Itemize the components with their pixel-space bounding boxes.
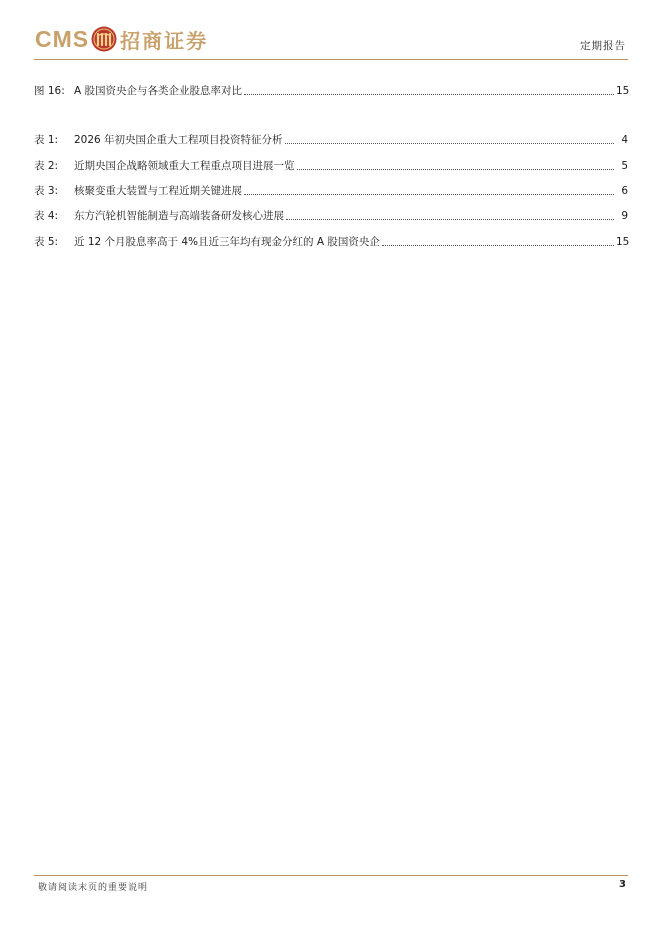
toc-leader-dots (297, 169, 615, 170)
toc-entry-table-2[interactable] (34, 157, 628, 173)
toc-entry-table-5[interactable] (34, 233, 628, 249)
toc-entry-title: 近 12 个月股息率高于 4%且近三年均有现金分红的 A 股国资央企 (74, 236, 380, 248)
report-type-label: 定期报告 (580, 40, 626, 52)
logo-latin-text: CMS (35, 25, 90, 52)
disclaimer-note: 敬请阅读末页的重要说明 (38, 883, 149, 893)
toc-entry-title: 核聚变重大装置与工程近期关键进展 (74, 185, 242, 197)
company-logo (35, 24, 208, 54)
toc-entry-table-3[interactable] (34, 182, 628, 198)
header-divider (34, 59, 628, 60)
toc-entry-page: 4 (621, 134, 628, 146)
page-number: 3 (619, 879, 626, 890)
toc-entry-title: 东方汽轮机智能制造与高端装备研发核心进展 (74, 210, 284, 222)
toc-leader-dots (244, 194, 614, 195)
toc-entry-title: 近期央国企战略领域重大工程重点项目进展一览 (74, 160, 295, 172)
toc-entry-title: 2026 年初央国企重大工程项目投资特征分析 (74, 134, 283, 146)
toc-entry-page: 15 (616, 85, 630, 97)
toc-leader-dots (244, 94, 614, 95)
toc-entry-tag: 表 4: (34, 210, 59, 222)
footer-divider (34, 875, 628, 876)
toc-leader-dots (286, 219, 614, 220)
toc-entry-page: 15 (616, 236, 630, 248)
toc-entry-tag: 图 16: (34, 85, 65, 97)
toc-entry-page: 6 (621, 185, 628, 197)
logo-chinese-text: 招商证券 (120, 28, 209, 53)
toc-entry-figure-16[interactable] (34, 82, 628, 98)
toc-entry-tag: 表 3: (34, 185, 59, 197)
toc-entry-tag: 表 2: (34, 160, 59, 172)
toc-entry-tag: 表 5: (34, 236, 59, 248)
toc-leader-dots (285, 143, 614, 144)
toc-entry-page: 5 (621, 160, 628, 172)
toc-entry-table-1[interactable] (34, 131, 628, 147)
logo-seal-icon (91, 26, 117, 52)
toc-entry-tag: 表 1: (34, 134, 59, 146)
toc-leader-dots (382, 245, 614, 246)
toc-entry-title: A 股国资央企与各类企业股息率对比 (74, 85, 243, 97)
toc-entry-page: 9 (621, 210, 628, 222)
toc-entry-table-4[interactable] (34, 207, 628, 223)
page-header (0, 0, 662, 62)
